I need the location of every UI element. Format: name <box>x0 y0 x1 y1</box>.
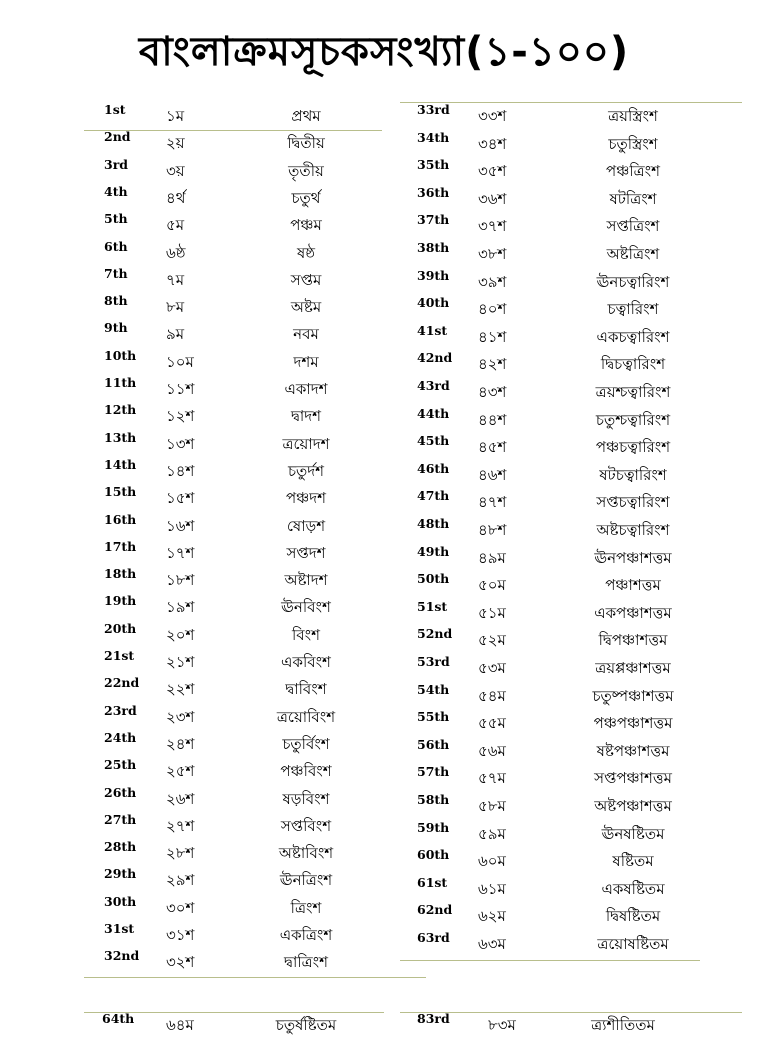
table-row <box>390 902 768 929</box>
table-row <box>0 921 400 948</box>
english-ordinal: 62nd <box>417 902 453 918</box>
english-ordinal: 48th <box>417 516 450 531</box>
bangla-ordinal-word: পঞ্চাশত্তম <box>605 576 661 595</box>
bangla-ordinal-word: দ্বিচত্বারিংশ <box>600 355 666 374</box>
bangla-ordinal-numeral: ১৯শ <box>166 598 195 617</box>
bangla-ordinal-numeral: ৫৩ম <box>478 659 506 677</box>
table-row <box>390 709 768 736</box>
english-ordinal: 63rd <box>417 930 450 945</box>
english-ordinal: 40th <box>417 295 450 311</box>
table-row <box>390 599 768 626</box>
english-ordinal: 9th <box>104 320 128 336</box>
english-ordinal: 16th <box>104 511 137 527</box>
table-row <box>390 212 768 239</box>
bangla-ordinal-word: ষটত্রিংশ <box>609 189 657 208</box>
bangla-ordinal-word: ষষ্টপঞ্চাশত্তম <box>596 741 670 760</box>
bangla-ordinal-word: চতুর্ষষ্টিতম <box>275 1016 337 1034</box>
english-ordinal: 12th <box>104 402 137 418</box>
bangla-ordinal-numeral: ২৪শ <box>166 734 195 753</box>
bangla-ordinal-word: ঊনত্রিংশ <box>279 871 333 890</box>
table-row <box>0 211 400 238</box>
table-row <box>390 682 768 709</box>
bangla-ordinal-numeral: ৫৪ম <box>478 686 506 705</box>
bangla-ordinal-numeral: ৩৯শ <box>478 272 507 291</box>
bangla-ordinal-numeral: ১৩শ <box>166 434 195 453</box>
bangla-ordinal-word: দ্বাদশ <box>290 407 322 426</box>
bangla-ordinal-numeral: ৫২ম <box>478 631 506 650</box>
english-ordinal: 59th <box>417 819 450 835</box>
english-ordinal: 49th <box>417 543 450 559</box>
bangla-ordinal-word: পঞ্চদশ <box>285 489 327 508</box>
bangla-ordinal-word: ত্রয়শ্চত্বারিংশ <box>595 383 671 401</box>
english-ordinal: 3rd <box>104 156 129 172</box>
table-row <box>0 320 400 347</box>
bangla-ordinal-word: বিংশ <box>292 625 320 644</box>
english-ordinal: 13th <box>104 429 137 445</box>
english-ordinal: 57th <box>417 764 450 780</box>
bangla-ordinal-word: একবিংশ <box>281 653 331 671</box>
bangla-ordinal-numeral: ৫৯ম <box>478 824 506 843</box>
table-row <box>390 820 768 847</box>
table-row <box>0 757 400 784</box>
table-row <box>0 621 400 648</box>
english-ordinal: 37th <box>417 212 450 228</box>
bangla-ordinal-numeral: ৫৫ম <box>478 714 506 733</box>
bangla-ordinal-numeral: ২০শ <box>166 625 195 644</box>
table-row <box>390 240 768 267</box>
table-row <box>0 512 400 539</box>
english-ordinal: 35th <box>417 157 450 173</box>
bangla-ordinal-word: একাদশ <box>284 380 328 398</box>
bangla-ordinal-word: ষোড়শ <box>286 516 326 535</box>
ordinal-table-next-right <box>390 1011 768 1041</box>
english-ordinal: 38th <box>417 240 450 255</box>
bangla-ordinal-word: প্রথম <box>291 107 321 125</box>
bangla-ordinal-word: একপঞ্চাশত্তম <box>594 603 672 622</box>
bangla-ordinal-numeral: ৪২শ <box>478 355 507 374</box>
table-row <box>390 488 768 515</box>
english-ordinal: 20th <box>104 620 137 636</box>
bangla-ordinal-word: দশম <box>293 352 319 371</box>
english-ordinal: 2nd <box>104 129 131 145</box>
english-ordinal: 15th <box>104 484 137 500</box>
table-row <box>390 406 768 433</box>
bangla-ordinal-numeral: ২৬শ <box>166 789 195 808</box>
table-row <box>0 129 400 156</box>
bangla-ordinal-numeral: ৫ম <box>166 216 185 235</box>
english-ordinal: 60th <box>417 847 450 863</box>
ordinal-table-left <box>0 102 400 982</box>
bangla-ordinal-numeral: ৪৭শ <box>478 493 507 512</box>
english-ordinal: 83rd <box>417 1011 450 1026</box>
bangla-ordinal-numeral: ২২শ <box>166 680 195 699</box>
english-ordinal: 39th <box>417 267 450 283</box>
english-ordinal: 17th <box>104 538 137 554</box>
table-row <box>0 184 400 211</box>
table-row <box>0 430 400 457</box>
bangla-ordinal-numeral: ৪র্থ <box>166 188 186 207</box>
english-ordinal: 19th <box>104 593 137 609</box>
english-ordinal: 7th <box>104 265 128 281</box>
bangla-ordinal-word: ত্র্যশীতিতম <box>591 1016 655 1034</box>
table-row <box>0 675 400 702</box>
bangla-ordinal-numeral: ৫০ম <box>478 576 506 595</box>
ordinal-table-next-left <box>0 1011 400 1041</box>
bangla-ordinal-word: অষ্টচত্বারিংশ <box>596 521 670 539</box>
bangla-ordinal-numeral: ৩০শ <box>166 898 195 917</box>
table-row <box>390 378 768 405</box>
english-ordinal: 21st <box>104 648 135 663</box>
bangla-ordinal-word: সপ্তদশ <box>286 543 326 562</box>
bangla-ordinal-numeral: ১১শ <box>166 380 195 398</box>
bangla-ordinal-numeral: ৫১ম <box>478 603 506 622</box>
table-row <box>390 157 768 184</box>
english-ordinal: 18th <box>104 566 137 582</box>
bangla-ordinal-numeral: ৮ম <box>166 298 185 317</box>
table-row <box>390 433 768 460</box>
english-ordinal: 47th <box>417 488 450 504</box>
bangla-ordinal-numeral: ৩৪শ <box>478 134 507 153</box>
bangla-ordinal-word: সপ্তম <box>290 270 322 289</box>
bangla-ordinal-word: চতুশ্চত্বারিংশ <box>595 410 671 429</box>
table-row <box>0 730 400 757</box>
bangla-ordinal-numeral: ৬১ম <box>478 879 506 898</box>
english-ordinal: 46th <box>417 460 450 476</box>
table-row <box>390 295 768 322</box>
english-ordinal: 1st <box>104 102 126 117</box>
bangla-ordinal-word: দ্বাবিংশ <box>285 680 327 699</box>
bangla-ordinal-word: একত্রিংশ <box>279 926 333 944</box>
table-row <box>0 539 400 566</box>
bangla-ordinal-numeral: ৪৯ম <box>478 548 506 567</box>
table-row <box>0 348 400 375</box>
table-row <box>0 703 400 730</box>
bangla-ordinal-numeral: ৩৩শ <box>478 107 507 125</box>
table-row <box>390 130 768 157</box>
english-ordinal: 23rd <box>104 702 137 718</box>
english-ordinal: 11th <box>104 375 137 390</box>
bangla-ordinal-word: সপ্তত্রিংশ <box>606 217 660 236</box>
bangla-ordinal-word: চত্বারিংশ <box>607 300 659 319</box>
table-row <box>0 157 400 184</box>
bangla-ordinal-numeral: ৪৫শ <box>478 438 507 457</box>
bangla-ordinal-word: পঞ্চপঞ্চাশত্তম <box>593 714 673 733</box>
bangla-ordinal-word: দ্বিতীয় <box>287 134 325 153</box>
bangla-ordinal-word: অষ্টত্রিংশ <box>606 245 660 263</box>
english-ordinal: 56th <box>417 736 450 752</box>
table-row <box>390 847 768 874</box>
bangla-ordinal-word: ত্রয়প্পঞ্চাশত্তম <box>595 659 671 677</box>
bangla-ordinal-numeral: ৪৪শ <box>478 410 507 429</box>
bangla-ordinal-numeral: ৮৩ম <box>488 1016 516 1034</box>
table-row <box>390 516 768 543</box>
table-row <box>0 866 400 893</box>
table-row <box>0 894 400 921</box>
bangla-ordinal-numeral: ১০ম <box>166 352 194 371</box>
english-ordinal: 43rd <box>417 378 450 393</box>
bangla-ordinal-word: নবম <box>293 325 319 344</box>
bangla-ordinal-word: তৃতীয় <box>288 161 324 180</box>
bangla-ordinal-numeral: ১২শ <box>166 407 195 426</box>
english-ordinal: 54th <box>417 681 450 697</box>
bangla-ordinal-numeral: ৬৪ম <box>166 1016 194 1034</box>
bangla-ordinal-numeral: ৩৫শ <box>478 162 507 181</box>
english-ordinal: 26th <box>104 784 137 800</box>
bangla-ordinal-word: সপ্তপঞ্চাশত্তম <box>594 769 672 788</box>
bangla-ordinal-word: পঞ্চবিংশ <box>280 762 332 781</box>
bangla-ordinal-numeral: ২১শ <box>166 653 195 671</box>
bangla-ordinal-numeral: ১৪শ <box>166 461 195 480</box>
english-ordinal: 34th <box>417 129 450 145</box>
english-ordinal: 31st <box>104 921 135 936</box>
english-ordinal: 32nd <box>104 948 140 964</box>
english-ordinal: 50th <box>417 571 450 587</box>
table-row <box>0 102 400 129</box>
bangla-ordinal-word: ত্রিংশ <box>290 898 322 917</box>
english-ordinal: 36th <box>417 184 450 200</box>
page-title: বাংলাক্রমসূচকসংখ্যা(১-১০০) <box>138 29 630 75</box>
bangla-ordinal-word: চতুর্বিংশ <box>282 734 330 753</box>
english-ordinal: 27th <box>104 811 137 827</box>
english-ordinal: 8th <box>104 293 128 309</box>
bangla-ordinal-numeral: ৬২ম <box>478 907 506 926</box>
english-ordinal: 6th <box>104 238 128 254</box>
bangla-ordinal-word: সপ্তবিংশ <box>280 816 332 835</box>
table-row <box>0 785 400 812</box>
bangla-ordinal-numeral: ৩১শ <box>166 926 195 944</box>
bangla-ordinal-numeral: ১৫শ <box>166 489 195 508</box>
bangla-ordinal-numeral: ৪৮শ <box>478 521 507 539</box>
english-ordinal: 61st <box>417 874 448 890</box>
table-row <box>0 812 400 839</box>
table-row <box>390 185 768 212</box>
bangla-ordinal-numeral: ৯ম <box>166 325 185 344</box>
bangla-ordinal-word: অষ্টম <box>290 298 322 317</box>
table-row <box>390 930 768 957</box>
english-ordinal: 29th <box>104 866 137 882</box>
bangla-ordinal-numeral: ৩২শ <box>166 953 195 972</box>
english-ordinal: 4th <box>104 183 128 199</box>
bangla-ordinal-word: ষটচত্বারিংশ <box>599 465 667 484</box>
bangla-ordinal-numeral: ২৩শ <box>166 707 195 726</box>
bangla-ordinal-numeral: ৫৮ম <box>478 797 506 815</box>
table-row <box>0 648 400 675</box>
table-row <box>0 457 400 484</box>
table-row <box>0 948 400 975</box>
table-row <box>390 764 768 791</box>
bangla-ordinal-numeral: ৩৬শ <box>478 189 507 208</box>
table-row <box>0 593 400 620</box>
english-ordinal: 30th <box>104 893 137 909</box>
bangla-ordinal-numeral: ১৭শ <box>166 543 195 562</box>
bangla-ordinal-word: পঞ্চম <box>290 216 322 235</box>
bangla-ordinal-word: দ্বিপঞ্চাশত্তম <box>598 631 668 650</box>
bangla-ordinal-numeral: ১ম <box>166 107 185 125</box>
bangla-ordinal-word: ত্রয়োষষ্টিতম <box>597 935 669 953</box>
english-ordinal: 24th <box>104 729 137 745</box>
bangla-ordinal-numeral: ২৫শ <box>166 762 195 781</box>
bangla-ordinal-numeral: ৫৭ম <box>478 769 506 788</box>
bangla-ordinal-word: চতুর্দশ <box>287 461 325 480</box>
table-row <box>0 839 400 866</box>
bangla-ordinal-word: চতুষ্পঞ্চাশত্তম <box>592 686 674 705</box>
bangla-ordinal-numeral: ২৮শ <box>166 844 195 863</box>
english-ordinal: 22nd <box>104 675 140 691</box>
table-row <box>390 626 768 653</box>
english-ordinal: 10th <box>104 347 137 363</box>
bangla-ordinal-word: পঞ্চত্রিংশ <box>606 162 660 181</box>
bangla-ordinal-numeral: ৬ষ্ঠ <box>166 243 186 262</box>
english-ordinal: 58th <box>417 792 450 807</box>
table-row <box>390 1011 768 1038</box>
bangla-ordinal-word: ত্রয়োদশ <box>282 434 330 453</box>
table-row <box>0 566 400 593</box>
english-ordinal: 55th <box>417 709 450 725</box>
table-row <box>390 875 768 902</box>
table-row <box>0 293 400 320</box>
bangla-ordinal-word: অষ্টপঞ্চাশত্তম <box>594 797 672 815</box>
english-ordinal: 53rd <box>417 654 450 669</box>
english-ordinal: 14th <box>104 456 137 472</box>
bangla-ordinal-word: দ্বাত্রিংশ <box>284 953 328 972</box>
bangla-ordinal-numeral: ৩৮শ <box>478 245 507 263</box>
bangla-ordinal-word: চতুস্ত্রিংশ <box>608 134 658 153</box>
table-row <box>0 1011 400 1038</box>
bangla-ordinal-word: দ্বিষষ্টিতম <box>605 907 661 926</box>
bangla-ordinal-word: ষড়বিংশ <box>282 789 330 808</box>
bangla-ordinal-numeral: ৫৬ম <box>478 741 506 760</box>
table-row <box>390 461 768 488</box>
bangla-ordinal-word: ঊনচত্বারিংশ <box>596 272 670 291</box>
table-row <box>390 323 768 350</box>
bangla-ordinal-numeral: ১৮শ <box>166 571 195 590</box>
ordinal-table-right <box>390 102 768 962</box>
english-ordinal: 5th <box>104 211 128 227</box>
table-row <box>390 350 768 377</box>
table-row <box>390 268 768 295</box>
bangla-ordinal-word: পঞ্চচত্বারিংশ <box>595 438 671 457</box>
table-row <box>0 266 400 293</box>
english-ordinal: 25th <box>104 757 137 773</box>
bangla-ordinal-word: অষ্টাদশ <box>284 571 328 590</box>
table-row <box>0 375 400 402</box>
bangla-ordinal-numeral: ৬৩ম <box>478 935 506 953</box>
bangla-ordinal-word: ঊনবিংশ <box>281 598 331 617</box>
bangla-ordinal-numeral: ৪৬শ <box>478 465 507 484</box>
bangla-ordinal-word: ঊনষষ্টিতম <box>601 824 665 843</box>
bangla-ordinal-word: ষষ্টিতম <box>612 852 654 871</box>
bangla-ordinal-numeral: ৩৭শ <box>478 217 507 236</box>
bangla-ordinal-numeral: ৭ম <box>166 270 185 289</box>
bangla-ordinal-numeral: ৪০শ <box>478 300 507 319</box>
bangla-ordinal-word: সপ্তচত্বারিংশ <box>596 493 670 512</box>
table-row <box>0 484 400 511</box>
bangla-ordinal-numeral: ৪৩শ <box>478 383 507 401</box>
bangla-ordinal-numeral: ৩য় <box>166 161 185 180</box>
bangla-ordinal-word: অষ্টাবিংশ <box>278 844 334 863</box>
bangla-ordinal-word: ঊনপঞ্চাশত্তম <box>594 548 672 567</box>
bangla-ordinal-word: ষষ্ঠ <box>296 243 316 262</box>
english-ordinal: 45th <box>417 433 450 449</box>
bangla-ordinal-word: একষষ্টিতম <box>601 879 665 898</box>
bangla-ordinal-word: একচত্বারিংশ <box>596 327 670 346</box>
english-ordinal: 33rd <box>417 102 450 117</box>
table-row <box>390 571 768 598</box>
bangla-ordinal-word: ত্রয়োবিংশ <box>276 707 336 726</box>
table-row <box>0 239 400 266</box>
bangla-ordinal-numeral: ১৬শ <box>166 516 195 535</box>
english-ordinal: 52nd <box>417 626 453 642</box>
table-row <box>390 792 768 819</box>
bangla-ordinal-numeral: ২৯শ <box>166 871 195 890</box>
bangla-ordinal-numeral: ৬০ম <box>478 852 506 871</box>
english-ordinal: 64th <box>102 1011 135 1026</box>
english-ordinal: 28th <box>104 839 137 855</box>
table-row <box>390 737 768 764</box>
bangla-ordinal-word: ত্রয়স্ত্রিংশ <box>608 107 658 125</box>
english-ordinal: 42nd <box>417 350 453 366</box>
table-row <box>390 544 768 571</box>
bangla-ordinal-word: চতুর্থ <box>291 188 321 207</box>
english-ordinal: 51st <box>417 598 448 614</box>
english-ordinal: 41st <box>417 322 448 338</box>
bangla-ordinal-numeral: ২য় <box>166 134 185 153</box>
english-ordinal: 44th <box>417 405 450 421</box>
table-row <box>390 654 768 681</box>
bangla-ordinal-numeral: ৪১শ <box>478 327 507 346</box>
table-row <box>0 402 400 429</box>
bangla-ordinal-numeral: ২৭শ <box>166 816 195 835</box>
table-row <box>390 102 768 129</box>
